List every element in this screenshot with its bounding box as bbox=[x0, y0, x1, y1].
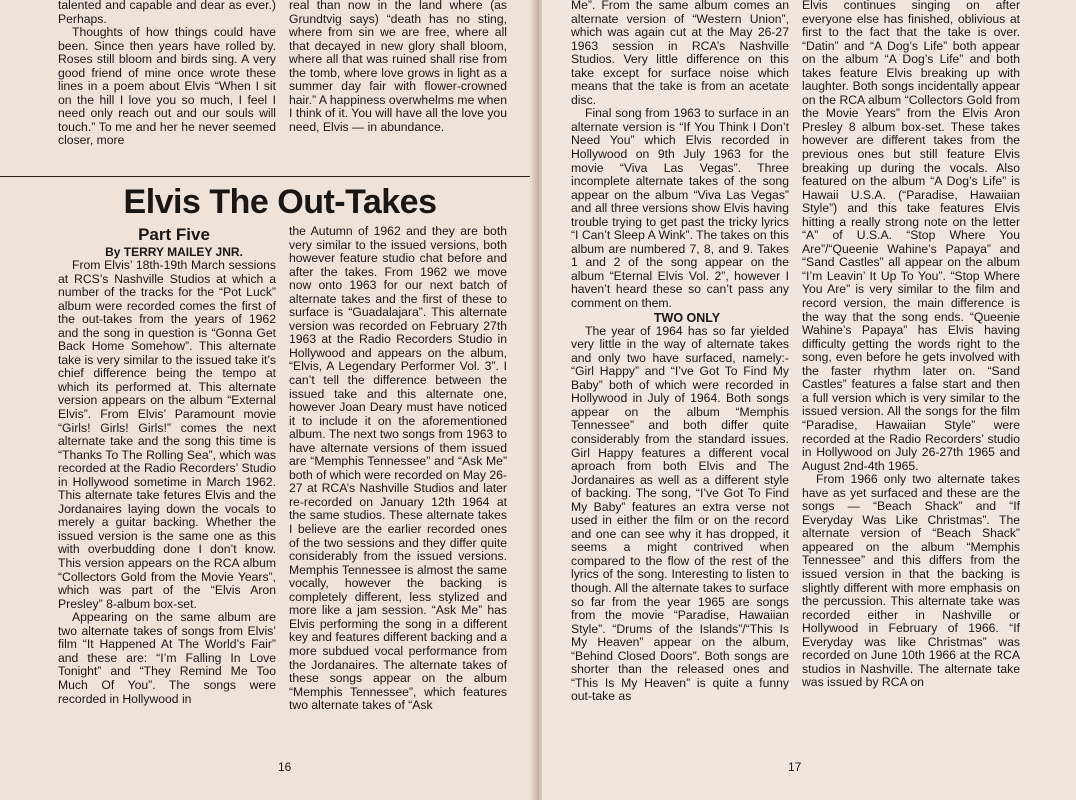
page-number: 16 bbox=[278, 760, 292, 774]
article-title: Elvis The Out-Takes bbox=[123, 183, 437, 221]
paragraph: Me”. From the same album comes an alternate version of “Western Union”, which was again cut at the May 26-27 1963 session in RCA’s Nashville Studios. Very little difference on this take except for surface noise which means that the take is from an acetate disc. bbox=[571, 0, 789, 107]
page-number: 17 bbox=[788, 760, 802, 774]
paragraph: the Autumn of 1962 and they are both very similar to the issued versions, both however feature studio chat before and after the takes. From 1962 we move now onto 1963 for our next batch of alternate takes and the first of these to surface is “Guadalajara”. This alternate version was recorded on February 27th 1963 at the Radio Recorders Studio in Hollywood and appears on the album, “Elvis, A Legendary Performer Vol. 3”. I can’t tell the difference between the issued take and this alternate one, however Joan Deary must have noticed it to include it on the aforementioned album. The next two songs from 1963 to have alternate versions of them issued are “Memphis Tennessee” and “Ask Me” both of which were recorded on May 26-27 at RCA’s Nashville Studios and later re-recorded on January 12th 1964 at the same studios. These alternate takes I believe are the earlier recorded ones of the two sessions and they differ quite considerably from the issued versions. Memphis Tennessee is almost the same vocally, however the backing is completely different, less stylized and more like a jam session. “Ask Me” has Elvis performing the song in a different key and features different backing and a more subdued vocal performance from the Jordanaires. The alternate takes of these songs appear on the album “Memphis Tennessee”, which features two alternate takes of “Ask bbox=[289, 224, 507, 713]
paragraph: talented and capable and dear as ever.) Perhaps. bbox=[58, 0, 276, 26]
section-subheading: TWO ONLY bbox=[653, 310, 721, 325]
article-column-1 bbox=[58, 225, 276, 706]
article-column-2 bbox=[289, 225, 507, 713]
section-divider bbox=[0, 176, 534, 177]
paragraph: Appearing on the same album are two alternate takes of songs from Elvis’ film “It Happened At The World’s Fair” and these are: “I’m Falling In Love Tonight” and “They Remind Me Too Much Of You”. The songs were recorded in Hollywood in bbox=[58, 610, 276, 706]
article-part: Part Five bbox=[138, 225, 210, 244]
paragraph: From Elvis’ 18th-19th March sessions at RCS’s Nashville Studios at which a number of the tracks for the “Pot Luck” album were recorded comes the first of the out-takes from the years of 1962 and the song in question is “Gonna Get Back Home Somehow”. This alternate take is very similar to the issued take it’s chief difference being the tempo at which its performed at. This alternate version appears on the album “External Elvis”. From Elvis’ Paramount movie “Girls! Girls! Girls!” comes the next alternate take and the song this time is “Thanks To The Rolling Sea”, which was recorded at the Radio Recorders’ Studio in Hollywood sometime in March 1962. This alternate take fetures Elvis and the Jordanaires laying down the vocals to merely a guitar backing. Whether the issued version is the same one as this with overbudding done I don’t know. This version appears on the RCA album “Collectors Gold from the Movie Years”, which was part of the “Elvis Aron Presley” 8-album box-set. bbox=[58, 258, 276, 611]
article-byline: By TERRY MAILEY JNR. bbox=[105, 245, 243, 259]
paragraph: Final song from 1963 to surface in an alternate version is “If You Think I Don’t Need You” which Elvis recorded in Hollywood on 9th July 1963 for the movie “Viva Las Vegas”. Three incomplete alternate takes of the song appear on the album “Viva Las Vegas” and all three versions show Elvis having trouble trying to get past the tricky lyrics “I Can’t Sleep A Wink”. The takes on this album are numbered 7, 8, and 9. Takes 1 and 2 of the song appear on the album “Eternal Elvis Vol. 2”, however I haven’t heard these so can’t pass any comment on them. bbox=[571, 106, 789, 311]
paragraph: Thoughts of how things could have been. Since then years have rolled by. Roses still bloom and birds sing. A very good friend of mine once wrote these lines in a poem about Elvis “When I sit on the hill I love you so much, I feel I need only reach out and our souls will touch.” To me and her he never seemed closer, more bbox=[58, 25, 276, 148]
paragraph: real than now in the land where (as Grundtvig says) “death has no sting, where from sin we are free, where all that decayed in new glory shall bloom, where all that was ruined shall rise from the tomb, where love grows in light as a summer day fair with flower-crowned hair.” A happiness overwhelms me when I think of it. You will have all the love you need, Elvis — in abundance. bbox=[289, 0, 507, 134]
article-column-3 bbox=[571, 0, 789, 704]
right-page bbox=[542, 0, 1076, 800]
paragraph: The year of 1964 has so far yielded very little in the way of alternate takes and only two have surfaced, namely:- “Girl Happy” and “I’ve Got To Find My Baby” both of which were recorded in Hollywood in July of 1964. Both songs appear on the album “Memphis Tennessee” and both differ quite considerably from the standard issues. Girl Happy features a different vocal aproach from both Elvis and The Jordanaires as well as a different style of backing. The song, “I’ve Got To Find My Baby” features an extra verse not used in either the film or on the record and one can see why it has dropped, it seems a might contrived when compared to the flow of the rest of the lyrics of the song. Interesting to listen to though. All the alternate takes to surface so far from the year 1965 are songs from the movie “Paradise, Hawaiian Style”. “Drums of the Islands”/“This Is My Heaven” appear on the album, “Behind Closed Doors”. Both songs are shorter than the released ones and “This Is My Heaven” is quite a funny out-take as bbox=[571, 323, 789, 704]
left-top-column-1 bbox=[58, 0, 276, 148]
paragraph: From 1966 only two alternate takes have as yet surfaced and these are the songs — “Beach Shack” and “If Everyday Was Like Christmas”. The alternate version of “Beach Shack” appeared on the album “Memphis Tennessee” and this differs from the issued version in that the backing is slightly different with more emphasis on the percussion. This alternate take was recorded either in Nashville or Hollywood in February of 1966. “If Everyday was like Christmas” was recorded on June 10th 1966 at the RCA studios in Nashville. The alternate take was issued by RCA on bbox=[802, 472, 1020, 690]
article-column-4 bbox=[802, 0, 1020, 690]
left-page bbox=[0, 0, 534, 800]
left-top-column-2 bbox=[289, 0, 507, 134]
paragraph: Elvis continues singing on after everyone else has finished, oblivious at first to the fact that the take is over. “Datin” and “A Dog’s Life” both appear on the album “A Dog’s Life” and both takes feature Elvis breaking up with laughter. Both songs incidentally appear on the RCA album “Collectors Gold from the Movie Years” from the Elvis Aron Presley 8 album box-set. These takes however are different takes from the previous ones but still feature Elvis breaking up during the vocals. Also featured on the album “A Dog’s Life” is Hawaii U.S.A. (“Paradise, Hawaiian Style”) and this take features Elvis hitting a really strong note on the letter “A” of U.S.A. “Stop Where You Are”/“Queenie Wahine’s Papaya” and “Sand Castles” all appear on the album “I’m Leavin’ It Up To You”. “Stop Where You Are” is very similar to the film and record version, the main difference is the way that the song ends. “Queenie Wahine’s Papaya” has Elvis having difficulty getting the words right to the song, even before he gets involved with the faster rhythm later on. “Sand Castles” features a false start and then a full version which is very similar to the issued version. All the songs for the film “Paradise, Hawaiian Style” were recorded at the Radio Recorders’ studio in Hollywood on July 26-27th 1965 and August 2nd-4th 1965. bbox=[802, 0, 1020, 473]
